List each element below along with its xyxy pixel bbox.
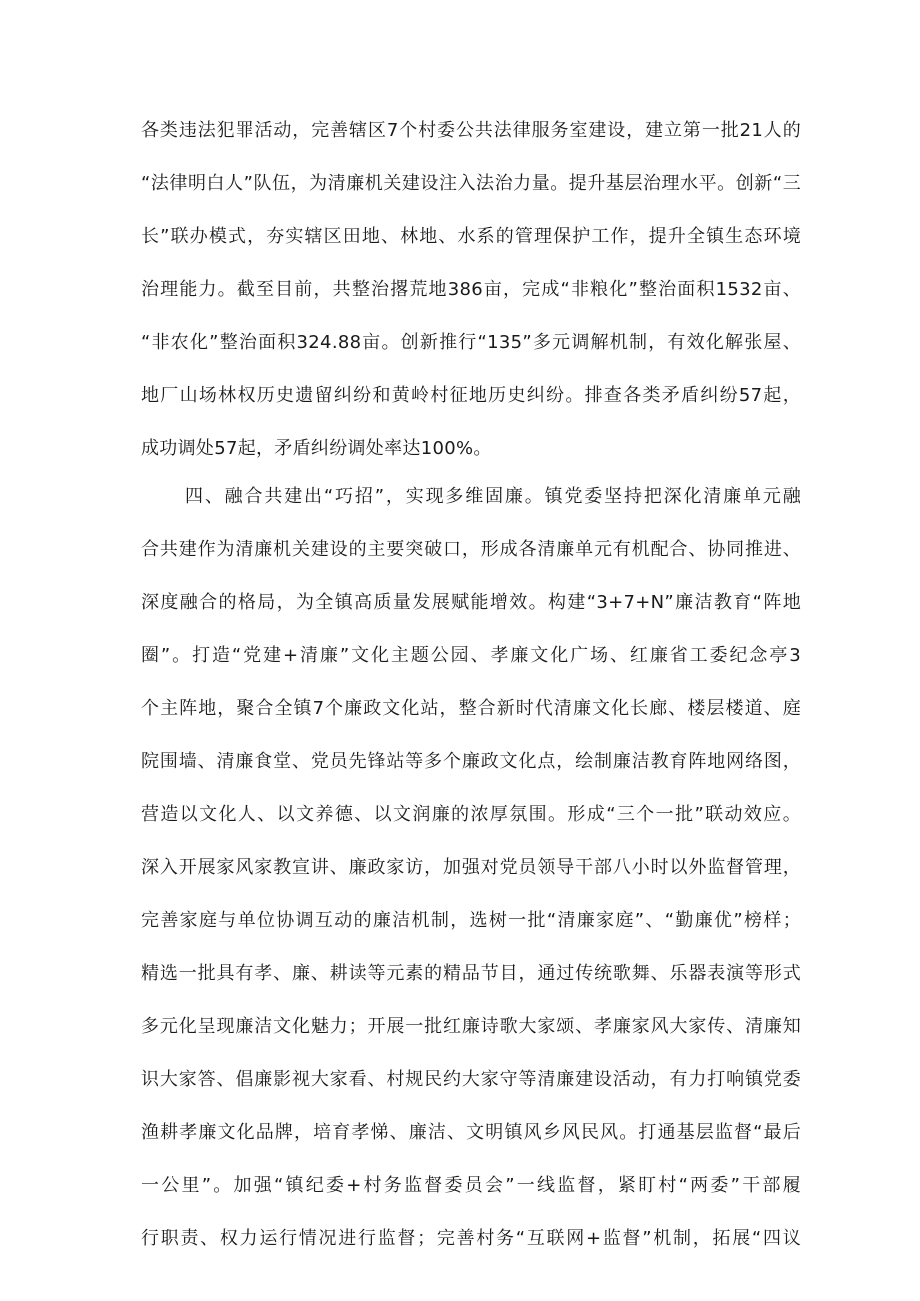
text-line-2: “法律明白人”队伍，为清廉机关建设注入法治力量。提升基层治理水平。创新“三 (141, 173, 801, 194)
text-line-11: 圈”。打造“党建+清廉”文化主题公园、孝廉文化广场、红廉省工委纪念亭3 (141, 645, 801, 666)
paragraph-4-first-line: 四、融合共建出“巧招”，实现多维固廉。镇党委坚持把深化清廉单元融 (185, 486, 801, 507)
text-line-22: 行职责、权力运行情况进行监督；完善村务“互联网+监督”机制，拓展“四议 (141, 1228, 801, 1249)
text-line-3: 长”联办模式，夯实辖区田地、林地、水系的管理保护工作，提升全镇生态环境 (141, 226, 801, 247)
text-line-13: 院围墙、清廉食堂、党员先锋站等多个廉政文化点，绘制廉洁教育阵地网络图， (141, 751, 801, 772)
text-line-19: 识大家答、倡廉影视大家看、村规民约大家守等清廉建设活动，有力打响镇党委 (141, 1069, 801, 1090)
text-line-20: 渔耕孝廉文化品牌，培育孝悌、廉洁、文明镇风乡风民风。打通基层监督“最后 (141, 1122, 801, 1143)
text-line-16: 完善家庭与单位协调互动的廉洁机制，选树一批“清廉家庭”、“勤廉优”榜样； (141, 910, 801, 931)
text-line-4: 治理能力。截至目前，共整治撂荒地386亩，完成“非粮化”整治面积1532亩、 (141, 279, 801, 300)
text-line-5: “非农化”整治面积324.88亩。创新推行“135”多元调解机制，有效化解张屋、 (141, 332, 801, 353)
text-line-10: 深度融合的格局，为全镇高质量发展赋能增效。构建“3+7+N”廉洁教育“阵地 (141, 592, 801, 613)
text-line-6: 地厂山场林权历史遗留纠纷和黄岭村征地历史纠纷。排查各类矛盾纠纷57起， (141, 385, 801, 406)
text-line-7: 成功调处57起，矛盾纠纷调处率达100%。 (141, 438, 492, 459)
text-line-1: 各类违法犯罪活动，完善辖区7个村委公共法律服务室建设，建立第一批21人的 (141, 120, 801, 141)
text-line-18: 多元化呈现廉洁文化魅力；开展一批红廉诗歌大家颂、孝廉家风大家传、清廉知 (141, 1016, 801, 1037)
text-line-9: 合共建作为清廉机关建设的主要突破口，形成各清廉单元有机配合、协同推进、 (141, 539, 801, 560)
text-line-21: 一公里”。加强“镇纪委+村务监督委员会”一线监督，紧盯村“两委”干部履 (141, 1175, 801, 1196)
text-line-14: 营造以文化人、以文养德、以文润廉的浓厚氛围。形成“三个一批”联动效应。 (141, 804, 801, 825)
text-line-17: 精选一批具有孝、廉、耕读等元素的精品节目，通过传统歌舞、乐器表演等形式 (141, 963, 801, 984)
text-line-12: 个主阵地，聚合全镇7个廉政文化站，整合新时代清廉文化长廊、楼层楼道、庭 (141, 698, 801, 719)
text-line-15: 深入开展家风家教宣讲、廉政家访，加强对党员领导干部八小时以外监督管理， (141, 857, 801, 878)
